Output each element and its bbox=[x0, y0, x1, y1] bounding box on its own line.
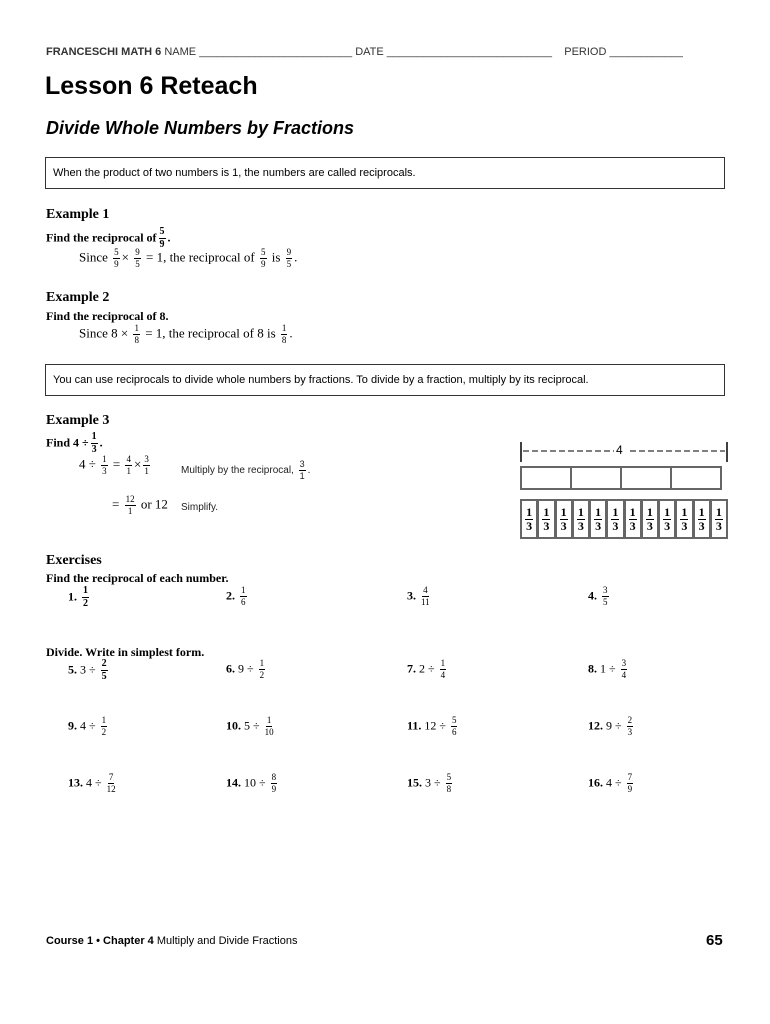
footer bbox=[46, 935, 297, 947]
exercise-item: 13. 4 ÷ $\frac{7}{12}$ bbox=[68, 772, 116, 794]
fraction: $\frac{5}{9}$ bbox=[159, 226, 165, 250]
fraction: $\frac{3}{1}$ bbox=[144, 454, 149, 476]
fraction: $\frac{5}{6}$ bbox=[451, 715, 457, 737]
fraction: $\frac{1}{4}$ bbox=[440, 658, 446, 680]
fraction: $\frac{1}{6}$ bbox=[241, 585, 246, 607]
whole-segment bbox=[620, 466, 672, 490]
exercise-item: 5. 3 ÷ $\frac{2}{5}$ bbox=[68, 658, 107, 682]
fraction: $\frac{5}{9}$ bbox=[261, 247, 266, 269]
fraction: $\frac{1}{2}$ bbox=[101, 715, 107, 737]
example1-find-text: Find the reciprocal of bbox=[46, 230, 157, 245]
fraction: $\frac{1}{3}$ bbox=[91, 431, 97, 455]
exercise-item: 4. $\frac{3}{5}$ bbox=[588, 585, 608, 607]
third-segment: 1 3 bbox=[589, 499, 607, 539]
definition-text: When the product of two numbers is 1, the numbers are called reciprocals. bbox=[53, 167, 416, 179]
exercise-item: 12. 9 ÷ $\frac{2}{3}$ bbox=[588, 715, 633, 737]
exercise-item: 2. $\frac{1}{6}$ bbox=[226, 585, 246, 607]
example3-note1: Multiply by the reciprocal, $\frac{3}{1}$ . bbox=[181, 459, 311, 481]
exercise-item: 11. 12 ÷ $\frac{5}{6}$ bbox=[407, 715, 457, 737]
exercises-part2-instructions: Divide. Write in simplest form. bbox=[46, 645, 205, 659]
since-text: Since 8 × bbox=[79, 325, 129, 341]
third-segment: 1 3 bbox=[555, 499, 573, 539]
third-segment: 1 3 bbox=[624, 499, 642, 539]
example2-prompt: Find the reciprocal of 8. bbox=[46, 309, 169, 323]
third-segment: 1 3 bbox=[606, 499, 624, 539]
thirds-bar bbox=[520, 499, 728, 539]
fraction: $\frac{1}{3}$ bbox=[102, 454, 107, 476]
fraction: $\frac{3}{4}$ bbox=[621, 658, 627, 680]
third-segment: 1 3 bbox=[710, 499, 728, 539]
whole-segment bbox=[570, 466, 622, 490]
fraction: $\frac{1}{2}$ bbox=[259, 658, 265, 680]
course-label: FRANCESCHI MATH 6 bbox=[46, 46, 162, 58]
exercise-item: 1. $\frac{1}{2}$ bbox=[68, 585, 88, 609]
page-title: Lesson 6 Reteach bbox=[45, 72, 258, 100]
footer-course: Course 1 • Chapter 4 bbox=[46, 935, 154, 947]
exercise-item: 16. 4 ÷ $\frac{7}{9}$ bbox=[588, 772, 633, 794]
fraction: $\frac{12}{1}$ bbox=[125, 494, 135, 516]
rule-text: You can use reciprocals to divide whole numbers by fractions. To divide by a fraction, multiply by its reciprocal. bbox=[53, 374, 589, 386]
definition-box bbox=[45, 157, 725, 189]
whole-segment bbox=[520, 466, 572, 490]
exercise-item: 3. $\frac{4}{11}$ bbox=[407, 585, 430, 607]
exercise-item: 15. 3 ÷ $\frac{5}{8}$ bbox=[407, 772, 452, 794]
name-label: NAME bbox=[164, 46, 197, 58]
exercises-heading: Exercises bbox=[46, 553, 102, 568]
example1-solution: Since $\frac{5}{9}$ × $\frac{9}{5}$ = 1, the reciprocal of $\frac{5}{9}$ is $\frac{9}{5}$ . bbox=[79, 247, 298, 269]
exercise-item: 14. 10 ÷ $\frac{8}{9}$ bbox=[226, 772, 277, 794]
fraction: $\frac{3}{1}$ bbox=[299, 459, 305, 481]
exercise-item: 6. 9 ÷ $\frac{1}{2}$ bbox=[226, 658, 265, 680]
wholes-bar bbox=[520, 466, 728, 490]
example2-heading: Example 2 bbox=[46, 290, 110, 305]
worksheet-header bbox=[46, 46, 683, 58]
example1-heading: Example 1 bbox=[46, 207, 110, 222]
fraction: $\frac{7}{12}$ bbox=[106, 772, 116, 794]
example3-step2: = $\frac{12}{1}$ or 12 bbox=[112, 494, 168, 516]
exercise-item: 7. 2 ÷ $\frac{1}{4}$ bbox=[407, 658, 446, 680]
bracket-svg bbox=[520, 440, 728, 464]
fraction: $\frac{1}{10}$ bbox=[264, 715, 274, 737]
bar-model-total: 4 bbox=[616, 443, 623, 457]
fraction: $\frac{1}{2}$ bbox=[83, 585, 88, 609]
fraction: $\frac{5}{8}$ bbox=[446, 772, 452, 794]
whole-segment bbox=[670, 466, 722, 490]
example3-heading: Example 3 bbox=[46, 413, 110, 428]
fraction: $\frac{5}{9}$ bbox=[114, 247, 119, 269]
third-segment: 1 3 bbox=[675, 499, 693, 539]
date-label: DATE bbox=[355, 46, 384, 58]
bar-model-bracket bbox=[520, 440, 728, 464]
fraction: $\frac{8}{9}$ bbox=[271, 772, 277, 794]
fraction: $\frac{1}{8}$ bbox=[134, 323, 139, 345]
example3-find-text: Find 4 ÷ bbox=[46, 435, 89, 450]
exercise-item: 9. 4 ÷ $\frac{1}{2}$ bbox=[68, 715, 107, 737]
third-segment: 1 3 bbox=[520, 499, 538, 539]
since-text: Since bbox=[79, 249, 108, 265]
fraction: $\frac{3}{5}$ bbox=[603, 585, 608, 607]
page-subtitle: Divide Whole Numbers by Fractions bbox=[46, 118, 355, 138]
fraction: $\frac{4}{1}$ bbox=[126, 454, 131, 476]
example1-prompt: Find the reciprocal of $\frac{5}{9}$ . bbox=[46, 226, 171, 250]
name-blank: _________________________ bbox=[199, 46, 353, 58]
third-segment: 1 3 bbox=[641, 499, 659, 539]
page-number: 65 bbox=[706, 932, 723, 949]
fraction: $\frac{4}{11}$ bbox=[421, 585, 430, 607]
date-blank: ___________________________ bbox=[386, 46, 552, 58]
third-segment: 1 3 bbox=[658, 499, 676, 539]
exercise-item: 8. 1 ÷ $\frac{3}{4}$ bbox=[588, 658, 627, 680]
example2-solution: Since 8 × $\frac{1}{8}$ = 1, the reciprocal of 8 is $\frac{1}{8}$ . bbox=[79, 323, 293, 345]
third-segment: 1 3 bbox=[693, 499, 711, 539]
exercises-part1-instructions: Find the reciprocal of each number. bbox=[46, 571, 229, 585]
equals-text: = 1, the reciprocal of bbox=[145, 249, 255, 265]
fraction: $\frac{7}{9}$ bbox=[627, 772, 633, 794]
fraction: $\frac{9}{5}$ bbox=[286, 247, 292, 269]
period-label: PERIOD bbox=[564, 46, 607, 58]
period-blank: ____________ bbox=[609, 46, 683, 58]
fraction: $\frac{2}{3}$ bbox=[627, 715, 633, 737]
fraction: $\frac{9}{5}$ bbox=[135, 247, 140, 269]
footer-topic: Multiply and Divide Fractions bbox=[156, 935, 298, 947]
rule-box bbox=[45, 364, 725, 396]
fraction: $\frac{1}{8}$ bbox=[281, 323, 287, 345]
third-segment: 1 3 bbox=[572, 499, 590, 539]
example3-step1: 4 ÷ $\frac{1}{3}$ = $\frac{4}{1}$ × $\frac{3}{1}$ bbox=[79, 454, 149, 476]
third-segment: 1 3 bbox=[537, 499, 555, 539]
fraction: $\frac{2}{5}$ bbox=[101, 658, 107, 682]
example3-prompt: Find 4 ÷ $\frac{1}{3}$ . bbox=[46, 431, 103, 455]
equals-text: = 1, the reciprocal of 8 is bbox=[145, 325, 276, 341]
example3-note2: Simplify. bbox=[181, 502, 219, 513]
exercise-item: 10. 5 ÷ $\frac{1}{10}$ bbox=[226, 715, 274, 737]
